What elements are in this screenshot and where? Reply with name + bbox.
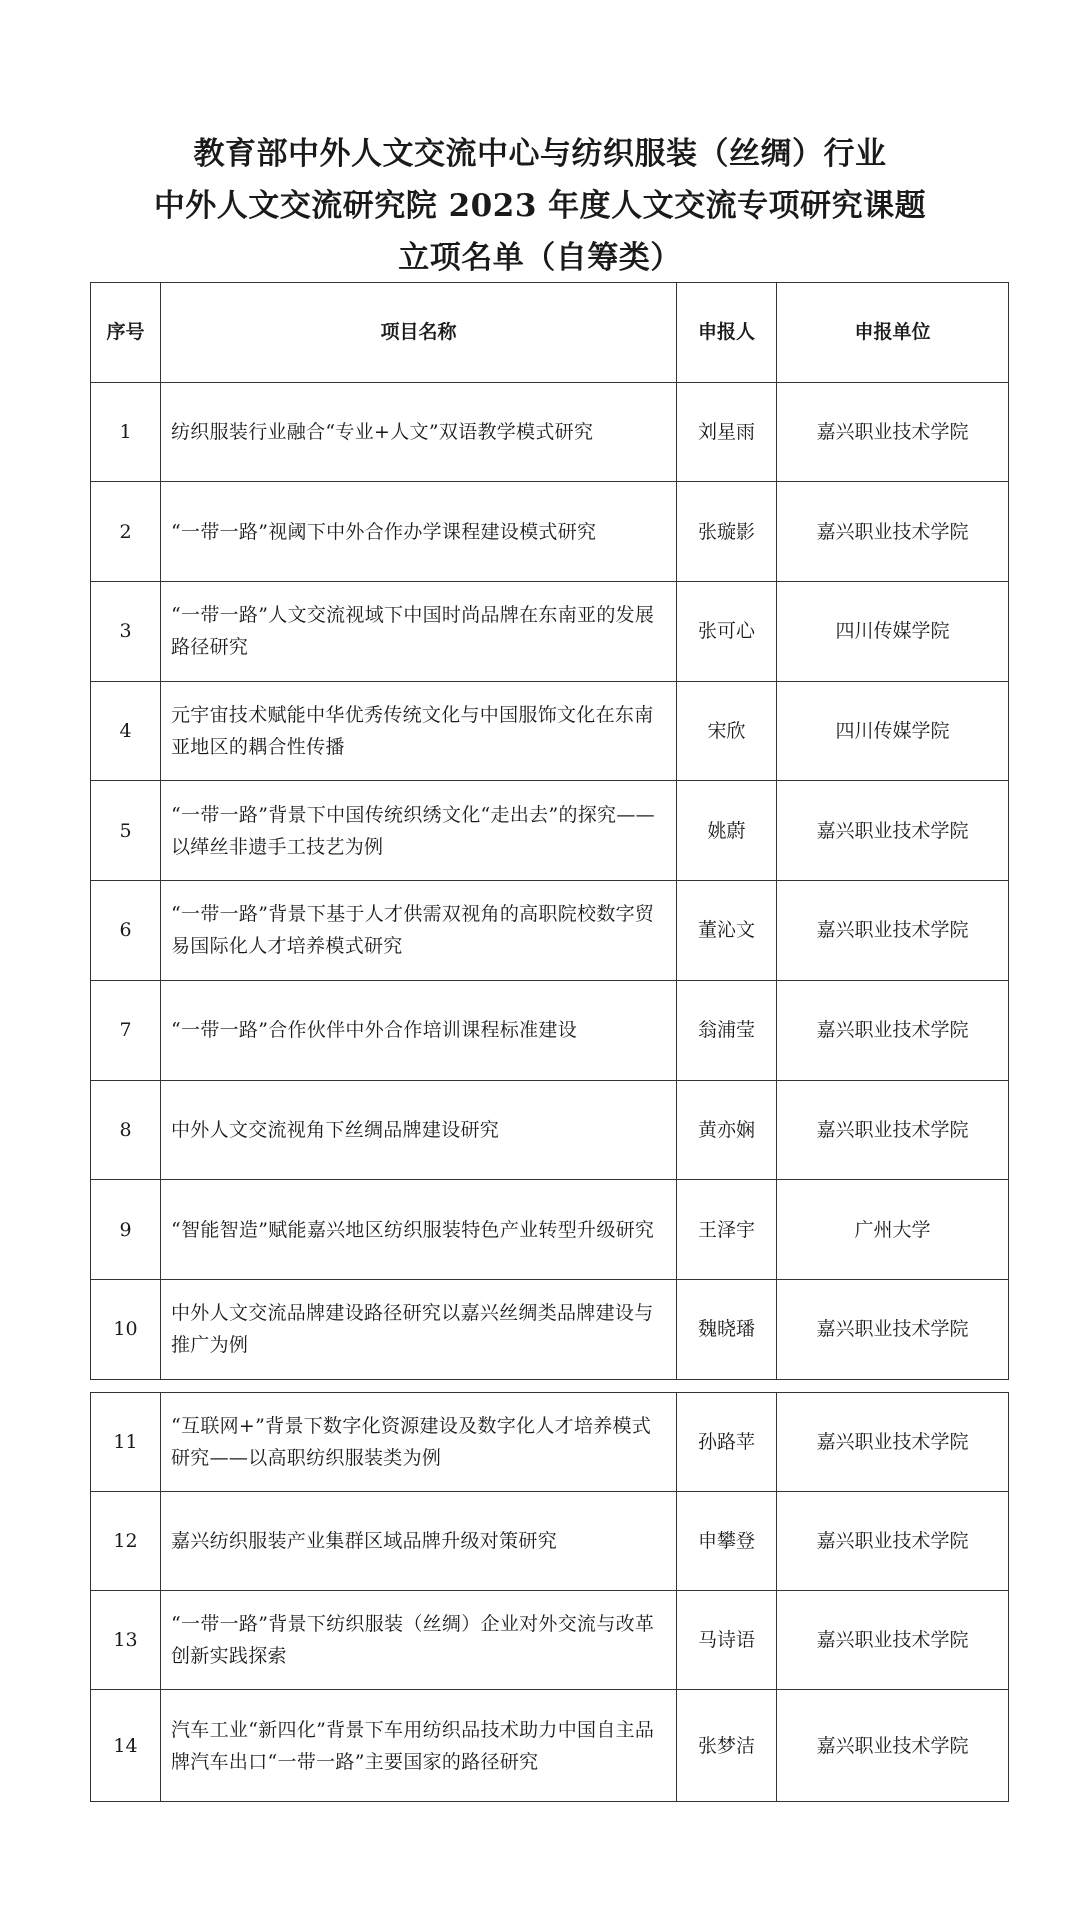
row-project-name: 中外人文交流品牌建设路径研究以嘉兴丝绸类品牌建设与推广为例 xyxy=(161,1279,677,1379)
row-serial-number: 3 xyxy=(91,582,161,682)
row-applicant: 魏晓璠 xyxy=(677,1279,777,1379)
row-serial-number: 2 xyxy=(91,482,161,582)
row-project-name: 嘉兴纺织服装产业集群区域品牌升级对策研究 xyxy=(161,1492,677,1591)
row-applicant: 王泽宇 xyxy=(677,1180,777,1280)
row-serial-number: 11 xyxy=(91,1393,161,1492)
row-applicant: 张可心 xyxy=(677,582,777,682)
table-row xyxy=(91,1492,1009,1591)
table-row xyxy=(91,781,1009,881)
header-serial-number: 序号 xyxy=(91,283,161,383)
row-serial-number: 14 xyxy=(91,1690,161,1802)
row-serial-number: 5 xyxy=(91,781,161,881)
row-project-name: 中外人文交流视角下丝绸品牌建设研究 xyxy=(161,1080,677,1180)
row-project-name: “一带一路”视阈下中外合作办学课程建设模式研究 xyxy=(161,482,677,582)
row-serial-number: 1 xyxy=(91,382,161,482)
row-serial-number: 12 xyxy=(91,1492,161,1591)
row-serial-number: 13 xyxy=(91,1591,161,1690)
row-applicant: 翁浦莹 xyxy=(677,980,777,1080)
row-serial-number: 7 xyxy=(91,980,161,1080)
title-line-1: 教育部中外人文交流中心与纺织服装（丝绸）行业 xyxy=(193,136,887,172)
table-row xyxy=(91,1080,1009,1180)
row-applicant: 董沁文 xyxy=(677,881,777,981)
table-row xyxy=(91,1690,1009,1802)
header-applicant-unit: 申报单位 xyxy=(777,283,1009,383)
row-applicant-unit: 嘉兴职业技术学院 xyxy=(777,1591,1009,1690)
project-table-part-2 xyxy=(90,1392,1009,1802)
table-row xyxy=(91,1393,1009,1492)
row-applicant-unit: 嘉兴职业技术学院 xyxy=(777,881,1009,981)
row-applicant-unit: 四川传媒学院 xyxy=(777,681,1009,781)
row-applicant: 姚蔚 xyxy=(677,781,777,881)
table-row xyxy=(91,881,1009,981)
row-applicant-unit: 嘉兴职业技术学院 xyxy=(777,482,1009,582)
table-header-row xyxy=(91,283,1009,383)
table-row xyxy=(91,582,1009,682)
row-project-name: 元宇宙技术赋能中华优秀传统文化与中国服饰文化在东南亚地区的耦合性传播 xyxy=(161,681,677,781)
row-project-name: “一带一路”背景下纺织服装（丝绸）企业对外交流与改革创新实践探索 xyxy=(161,1591,677,1690)
row-serial-number: 6 xyxy=(91,881,161,981)
row-project-name: 纺织服装行业融合“专业+人文”双语教学模式研究 xyxy=(161,382,677,482)
row-applicant: 孙路苹 xyxy=(677,1393,777,1492)
row-project-name: “一带一路”背景下基于人才供需双视角的高职院校数字贸易国际化人才培养模式研究 xyxy=(161,881,677,981)
row-applicant: 刘星雨 xyxy=(677,382,777,482)
row-applicant: 马诗语 xyxy=(677,1591,777,1690)
row-applicant-unit: 嘉兴职业技术学院 xyxy=(777,1690,1009,1802)
row-applicant-unit: 嘉兴职业技术学院 xyxy=(777,1492,1009,1591)
row-project-name: “一带一路”合作伙伴中外合作培训课程标准建设 xyxy=(161,980,677,1080)
row-applicant-unit: 嘉兴职业技术学院 xyxy=(777,1080,1009,1180)
document-title xyxy=(0,128,1080,284)
row-applicant-unit: 嘉兴职业技术学院 xyxy=(777,980,1009,1080)
row-project-name: “一带一路”人文交流视域下中国时尚品牌在东南亚的发展路径研究 xyxy=(161,582,677,682)
row-project-name: “互联网+”背景下数字化资源建设及数字化人才培养模式研究——以高职纺织服装类为例 xyxy=(161,1393,677,1492)
title-line-3: 立项名单（自筹类） xyxy=(398,240,682,276)
table-row xyxy=(91,980,1009,1080)
row-applicant: 张璇影 xyxy=(677,482,777,582)
row-applicant-unit: 嘉兴职业技术学院 xyxy=(777,1279,1009,1379)
project-table-part-1 xyxy=(90,282,1009,1380)
title-line-2: 中外人文交流研究院 2023 年度人文交流专项研究课题 xyxy=(153,188,927,224)
row-applicant-unit: 四川传媒学院 xyxy=(777,582,1009,682)
row-serial-number: 10 xyxy=(91,1279,161,1379)
row-applicant: 申攀登 xyxy=(677,1492,777,1591)
row-serial-number: 8 xyxy=(91,1080,161,1180)
row-applicant-unit: 嘉兴职业技术学院 xyxy=(777,781,1009,881)
row-applicant: 宋欣 xyxy=(677,681,777,781)
row-applicant: 黄亦娴 xyxy=(677,1080,777,1180)
header-applicant: 申报人 xyxy=(677,283,777,383)
table-row xyxy=(91,382,1009,482)
table-row xyxy=(91,681,1009,781)
row-applicant-unit: 广州大学 xyxy=(777,1180,1009,1280)
table-row xyxy=(91,1180,1009,1280)
row-serial-number: 9 xyxy=(91,1180,161,1280)
table-row xyxy=(91,1591,1009,1690)
row-serial-number: 4 xyxy=(91,681,161,781)
table-row xyxy=(91,1279,1009,1379)
row-project-name: “一带一路”背景下中国传统织绣文化“走出去”的探究——以缂丝非遗手工技艺为例 xyxy=(161,781,677,881)
row-project-name: “智能智造”赋能嘉兴地区纺织服装特色产业转型升级研究 xyxy=(161,1180,677,1280)
table-row xyxy=(91,482,1009,582)
row-applicant: 张梦洁 xyxy=(677,1690,777,1802)
row-applicant-unit: 嘉兴职业技术学院 xyxy=(777,382,1009,482)
row-project-name: 汽车工业“新四化”背景下车用纺织品技术助力中国自主品牌汽车出口“一带一路”主要国家的路径研究 xyxy=(161,1690,677,1802)
row-applicant-unit: 嘉兴职业技术学院 xyxy=(777,1393,1009,1492)
header-project-name: 项目名称 xyxy=(161,283,677,383)
